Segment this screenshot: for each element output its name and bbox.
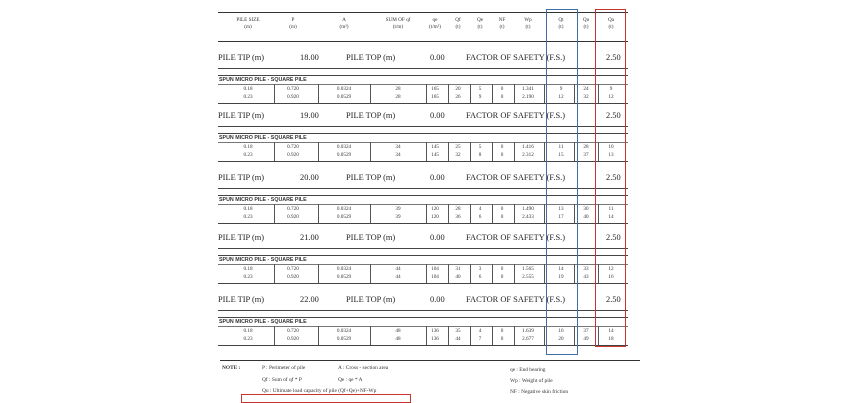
column-separator — [544, 84, 545, 103]
table-cell: 120 — [431, 214, 439, 220]
factor-of-safety-value: 2.50 — [606, 173, 621, 182]
pile-top-value: 0.00 — [430, 53, 445, 62]
header-col-0 — [226, 17, 270, 31]
pile-top-label: PILE TOP (m) — [346, 111, 396, 120]
table-cell: 0 — [500, 274, 504, 280]
table-cell: 0 — [500, 206, 504, 212]
table-cell: 0.23 — [243, 214, 253, 220]
table-cell: 36 — [455, 214, 461, 220]
table-cell: 120 — [431, 206, 439, 212]
factor-of-safety-value: 2.50 — [606, 111, 621, 120]
pile-tip-value: 21.00 — [300, 233, 319, 242]
column-separator — [318, 84, 319, 103]
column-separator — [274, 142, 275, 161]
table-cell: 39 — [395, 206, 401, 212]
header-unit: (t) — [525, 24, 531, 30]
header-label: PILE SIZE — [236, 17, 260, 23]
table-cell: 0.720 — [287, 206, 299, 212]
pile-type-label: SPUN MICRO PILE - SQUARE PILE — [219, 319, 307, 325]
table-cell: 15 — [558, 152, 564, 158]
table-cell: 2.190 — [522, 94, 534, 100]
table-cell: 37 — [583, 152, 589, 158]
table-cell: 9 — [609, 86, 613, 92]
column-separator — [370, 84, 371, 103]
pile-tip-value: 20.00 — [300, 173, 319, 182]
pile-top-label: PILE TOP (m) — [346, 233, 396, 242]
table-cell: 0.920 — [287, 94, 299, 100]
header-col-2 — [322, 17, 366, 31]
pile-type-label: SPUN MICRO PILE - SQUARE PILE — [219, 135, 307, 141]
table-cell: 35 — [455, 328, 461, 334]
table-cell: 28 — [395, 86, 401, 92]
column-separator — [514, 326, 515, 345]
table-cell: 6 — [478, 274, 482, 280]
table-cell: 0.920 — [287, 152, 299, 158]
table-cell: 40 — [583, 214, 589, 220]
table-cell: 0 — [500, 336, 504, 342]
table-cell: 0 — [500, 152, 504, 158]
header-unit: (t) — [583, 24, 589, 30]
column-separator — [492, 84, 493, 103]
table-cell: 0.0324 — [336, 328, 352, 334]
pile-top-value: 0.00 — [430, 173, 445, 182]
note-qu: Qu : Ultimate load capacity of pile (Qf+Qe)+NF-Wp — [262, 388, 377, 394]
header-label: SUM OF qf — [385, 17, 411, 23]
pile-tip-label: PILE TIP (m) — [218, 111, 265, 120]
column-separator — [426, 326, 427, 345]
column-separator — [514, 84, 515, 103]
header-label: Qu — [582, 17, 590, 23]
table-cell: 48 — [395, 328, 401, 334]
header-label: Qt — [558, 17, 564, 23]
table-cell: 0.23 — [243, 94, 253, 100]
factor-of-safety-value: 2.50 — [606, 295, 621, 304]
table-cell: 0.23 — [243, 152, 253, 158]
header-unit: (t) — [477, 24, 483, 30]
table-cell: 0.720 — [287, 266, 299, 272]
header-unit: (t) — [558, 24, 564, 30]
pile-tip-value: 22.00 — [300, 295, 319, 304]
header-unit: (m) — [289, 24, 297, 30]
table-cell: 0.0529 — [336, 214, 352, 220]
header-unit: (m) — [244, 24, 252, 30]
header-label: Qa — [607, 17, 615, 23]
column-separator — [544, 264, 545, 283]
factor-of-safety-label: FACTOR OF SAFETY (F.S.) — [466, 173, 565, 182]
table-cell: 0 — [500, 214, 504, 220]
table-cell: 0.720 — [287, 144, 299, 150]
header-unit: (t) — [455, 24, 461, 30]
table-cell: 16 — [608, 274, 614, 280]
table-cell: 1.639 — [522, 328, 534, 334]
table-cell: 0 — [500, 86, 504, 92]
table-cell: 40 — [455, 274, 461, 280]
table-cell: 4 — [478, 328, 482, 334]
table-cell: 20 — [558, 336, 564, 342]
header-label: qe — [432, 17, 438, 23]
column-separator — [470, 326, 471, 345]
factor-of-safety-value: 2.50 — [606, 233, 621, 242]
factor-of-safety-label: FACTOR OF SAFETY (F.S.) — [466, 111, 565, 120]
pile-tip-label: PILE TIP (m) — [218, 233, 265, 242]
table-cell: 44 — [455, 336, 461, 342]
table-cell: 0.18 — [243, 86, 253, 92]
column-separator — [370, 204, 371, 223]
table-cell: 1.341 — [522, 86, 534, 92]
pile-type-label: SPUN MICRO PILE - SQUARE PILE — [219, 77, 307, 83]
column-separator — [274, 264, 275, 283]
table-cell: 28 — [455, 206, 461, 212]
table-cell: 32 — [583, 94, 589, 100]
table-cell: 0 — [500, 328, 504, 334]
table-cell: 165 — [431, 94, 439, 100]
column-separator — [492, 142, 493, 161]
pile-tip-value: 19.00 — [300, 111, 319, 120]
table-cell: 18 — [608, 336, 614, 342]
column-separator — [470, 264, 471, 283]
pile-type-label: SPUN MICRO PILE - SQUARE PILE — [219, 197, 307, 203]
table-cell: 10 — [608, 144, 614, 150]
column-separator — [370, 326, 371, 345]
table-cell: 2.433 — [522, 214, 534, 220]
table-cell: 39 — [395, 214, 401, 220]
column-separator — [470, 84, 471, 103]
table-cell: 34 — [395, 144, 401, 150]
table-cell: 0.920 — [287, 274, 299, 280]
table-cell: 9 — [478, 94, 482, 100]
table-cell: 14 — [608, 214, 614, 220]
note-qe2: Qe : qe * A — [338, 377, 363, 383]
column-separator — [470, 142, 471, 161]
table-cell: 6 — [478, 214, 482, 220]
note-qe: qe : End bearing — [510, 367, 546, 373]
table-cell: 28 — [583, 144, 589, 150]
column-separator — [274, 326, 275, 345]
table-cell: 19 — [558, 274, 564, 280]
header-unit: (t/m) — [392, 24, 404, 30]
table-cell: 7 — [478, 336, 482, 342]
table-cell: 24 — [583, 86, 589, 92]
table-cell: 31 — [455, 266, 461, 272]
qt-column-highlight — [546, 9, 578, 355]
table-cell: 2.555 — [522, 274, 534, 280]
table-cell: 0.0529 — [336, 152, 352, 158]
table-cell: 1.490 — [522, 206, 534, 212]
table-cell: 104 — [431, 274, 439, 280]
table-cell: 11 — [608, 206, 614, 212]
table-cell: 0.0324 — [336, 86, 352, 92]
table-cell: 0 — [500, 266, 504, 272]
notes-title: NOTE : — [222, 365, 241, 371]
table-cell: 0.23 — [243, 336, 253, 342]
pile-tip-label: PILE TIP (m) — [218, 295, 265, 304]
column-separator — [426, 204, 427, 223]
column-separator — [318, 326, 319, 345]
column-separator — [318, 142, 319, 161]
table-cell: 30 — [583, 206, 589, 212]
column-separator — [514, 142, 515, 161]
pile-top-label: PILE TOP (m) — [346, 295, 396, 304]
table-cell: 4 — [478, 206, 482, 212]
column-separator — [274, 84, 275, 103]
column-separator — [514, 264, 515, 283]
table-cell: 0.0529 — [336, 94, 352, 100]
column-separator — [318, 204, 319, 223]
column-separator — [426, 264, 427, 283]
pile-tip-value: 18.00 — [300, 53, 319, 62]
table-cell: 1.565 — [522, 266, 534, 272]
table-cell: 48 — [395, 336, 401, 342]
table-cell: 25 — [455, 144, 461, 150]
table-cell: 0.0529 — [336, 274, 352, 280]
table-cell: 0.920 — [287, 336, 299, 342]
table-cell: 17 — [558, 214, 564, 220]
table-cell: 14 — [608, 328, 614, 334]
header-unit: (t/m²) — [429, 24, 441, 30]
table-cell: 0 — [500, 94, 504, 100]
table-cell: 0.720 — [287, 328, 299, 334]
factor-of-safety-label: FACTOR OF SAFETY (F.S.) — [466, 295, 565, 304]
header-label: Qf — [455, 17, 461, 23]
table-cell: 12 — [608, 266, 614, 272]
pile-top-value: 0.00 — [430, 111, 445, 120]
table-cell: 0.23 — [243, 274, 253, 280]
table-cell: 49 — [583, 336, 589, 342]
table-cell: 0.18 — [243, 144, 253, 150]
pile-tip-label: PILE TIP (m) — [218, 53, 265, 62]
column-separator — [544, 204, 545, 223]
table-cell: 5 — [478, 144, 482, 150]
header-unit: (t) — [499, 24, 505, 30]
table-cell: 8 — [478, 152, 482, 158]
table-cell: 13 — [608, 152, 614, 158]
pile-top-label: PILE TOP (m) — [346, 53, 396, 62]
table-cell: 9 — [559, 86, 563, 92]
column-separator — [492, 264, 493, 283]
column-separator — [492, 326, 493, 345]
column-separator — [370, 264, 371, 283]
table-cell: 44 — [395, 274, 401, 280]
factor-of-safety-value: 2.50 — [606, 53, 621, 62]
pile-top-value: 0.00 — [430, 233, 445, 242]
table-cell: 33 — [583, 266, 589, 272]
header-label: A — [342, 17, 346, 23]
table-cell: 12 — [558, 94, 564, 100]
note-p: P : Perimeter of pile — [262, 365, 306, 371]
column-separator — [448, 264, 449, 283]
header-col-1 — [271, 17, 315, 31]
table-cell: 165 — [431, 86, 439, 92]
table-cell: 3 — [478, 266, 482, 272]
column-separator — [544, 142, 545, 161]
table-cell: 43 — [583, 274, 589, 280]
factor-of-safety-label: FACTOR OF SAFETY (F.S.) — [466, 233, 565, 242]
qa-note-highlight — [241, 394, 411, 403]
header-label: Wp — [524, 17, 532, 23]
table-cell: 11 — [558, 144, 564, 150]
pile-top-label: PILE TOP (m) — [346, 173, 396, 182]
table-cell: 26 — [455, 94, 461, 100]
header-label: Qe — [476, 17, 484, 23]
column-separator — [448, 142, 449, 161]
header-unit: (m²) — [339, 24, 349, 30]
table-cell: 32 — [455, 152, 461, 158]
table-cell: 44 — [395, 266, 401, 272]
table-cell: 145 — [431, 152, 439, 158]
table-cell: 2.312 — [522, 152, 534, 158]
table-cell: 0.0324 — [336, 266, 352, 272]
table-cell: 37 — [583, 328, 589, 334]
column-separator — [370, 142, 371, 161]
table-cell: 0.18 — [243, 266, 253, 272]
table-cell: 2.677 — [522, 336, 534, 342]
column-separator — [448, 204, 449, 223]
table-cell: 104 — [431, 266, 439, 272]
note-wp: Wp : Weight of pile — [510, 378, 553, 384]
table-cell: 28 — [395, 94, 401, 100]
table-cell: 14 — [558, 266, 564, 272]
table-cell: 5 — [478, 86, 482, 92]
table-cell: 0.920 — [287, 214, 299, 220]
factor-of-safety-label: FACTOR OF SAFETY (F.S.) — [466, 53, 565, 62]
header-label: P — [291, 17, 295, 23]
column-separator — [492, 204, 493, 223]
note-qf: Qf : Sum of qf * P — [262, 377, 302, 383]
column-separator — [448, 326, 449, 345]
table-cell: 13 — [558, 206, 564, 212]
table-cell: 0 — [500, 144, 504, 150]
pile-tip-label: PILE TIP (m) — [218, 173, 265, 182]
table-cell: 0.720 — [287, 86, 299, 92]
table-cell: 1.416 — [522, 144, 534, 150]
header-label: NF — [498, 17, 506, 23]
table-cell: 12 — [608, 94, 614, 100]
table-cell: 0.0324 — [336, 144, 352, 150]
column-separator — [470, 204, 471, 223]
table-cell: 0.0529 — [336, 336, 352, 342]
table-cell: 0.18 — [243, 328, 253, 334]
note-a: A : Cross - section area — [338, 365, 389, 371]
column-separator — [544, 326, 545, 345]
table-cell: 34 — [395, 152, 401, 158]
table-cell: 16 — [558, 328, 564, 334]
column-separator — [426, 142, 427, 161]
pile-top-value: 0.00 — [430, 295, 445, 304]
note-nf: NF : Negative skin friction — [510, 389, 569, 395]
table-cell: 136 — [431, 328, 439, 334]
column-separator — [274, 204, 275, 223]
header-unit: (t) — [608, 24, 614, 30]
table-cell: 0.18 — [243, 206, 253, 212]
column-separator — [318, 264, 319, 283]
pile-type-label: SPUN MICRO PILE - SQUARE PILE — [219, 257, 307, 263]
qa-column-highlight — [595, 9, 626, 347]
column-separator — [448, 84, 449, 103]
table-cell: 0.0324 — [336, 206, 352, 212]
table-cell: 20 — [455, 86, 461, 92]
table-cell: 136 — [431, 336, 439, 342]
column-separator — [426, 84, 427, 103]
column-separator — [514, 204, 515, 223]
table-cell: 145 — [431, 144, 439, 150]
